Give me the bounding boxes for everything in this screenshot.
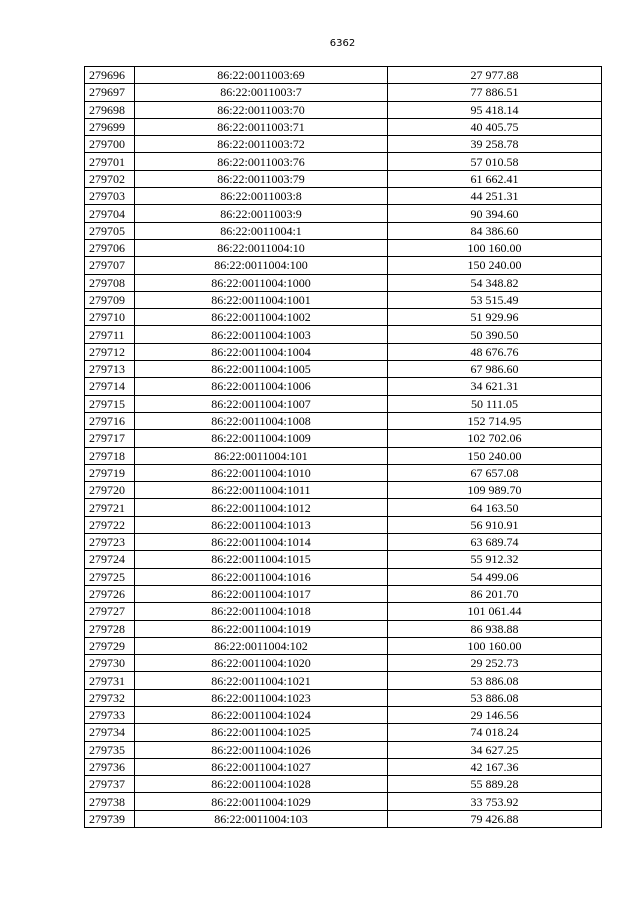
row-id-cell: 279717 — [85, 430, 135, 447]
row-id-cell: 279706 — [85, 239, 135, 256]
cadastral-number-cell: 86:22:0011003:69 — [135, 67, 388, 84]
table-row — [85, 257, 602, 274]
row-id-cell: 279720 — [85, 482, 135, 499]
row-id-cell: 279711 — [85, 326, 135, 343]
cadastral-number-cell: 86:22:0011004:10 — [135, 239, 388, 256]
cadastral-value-cell: 57 010.58 — [388, 153, 602, 170]
table-row — [85, 343, 602, 360]
row-id-cell: 279728 — [85, 620, 135, 637]
table-row — [85, 447, 602, 464]
table-row — [85, 655, 602, 672]
table-row — [85, 326, 602, 343]
row-id-cell: 279714 — [85, 378, 135, 395]
cadastral-value-cell: 67 657.08 — [388, 464, 602, 481]
table-row — [85, 222, 602, 239]
cadastral-number-cell: 86:22:0011003:71 — [135, 118, 388, 135]
row-id-cell: 279730 — [85, 655, 135, 672]
page-number: 6362 — [329, 38, 356, 49]
cadastral-number-cell: 86:22:0011004:1015 — [135, 551, 388, 568]
table-row — [85, 672, 602, 689]
cadastral-number-cell: 86:22:0011004:1 — [135, 222, 388, 239]
row-id-cell: 279729 — [85, 637, 135, 654]
table-row — [85, 776, 602, 793]
cadastral-number-cell: 86:22:0011004:1003 — [135, 326, 388, 343]
cadastral-number-cell: 86:22:0011004:1023 — [135, 689, 388, 706]
table-row — [85, 361, 602, 378]
row-id-cell: 279723 — [85, 534, 135, 551]
row-id-cell: 279718 — [85, 447, 135, 464]
cadastral-value-cell: 74 018.24 — [388, 724, 602, 741]
cadastral-value-cell: 29 146.56 — [388, 706, 602, 723]
table-row — [85, 499, 602, 516]
table-row — [85, 170, 602, 187]
cadastral-value-cell: 101 061.44 — [388, 603, 602, 620]
cadastral-number-cell: 86:22:0011004:1010 — [135, 464, 388, 481]
table-row — [85, 758, 602, 775]
row-id-cell: 279697 — [85, 84, 135, 101]
row-id-cell: 279705 — [85, 222, 135, 239]
cadastral-number-cell: 86:22:0011004:1011 — [135, 482, 388, 499]
cadastral-value-cell: 109 989.70 — [388, 482, 602, 499]
cadastral-number-cell: 86:22:0011004:1009 — [135, 430, 388, 447]
cadastral-value-cell: 150 240.00 — [388, 257, 602, 274]
row-id-cell: 279735 — [85, 741, 135, 758]
cadastral-value-cell: 100 160.00 — [388, 239, 602, 256]
table-row — [85, 101, 602, 118]
cadastral-value-cell: 48 676.76 — [388, 343, 602, 360]
cadastral-number-cell: 86:22:0011004:101 — [135, 447, 388, 464]
row-id-cell: 279701 — [85, 153, 135, 170]
cadastral-number-cell: 86:22:0011003:76 — [135, 153, 388, 170]
cadastral-value-cell: 95 418.14 — [388, 101, 602, 118]
cadastral-number-cell: 86:22:0011004:1012 — [135, 499, 388, 516]
cadastral-number-cell: 86:22:0011003:7 — [135, 84, 388, 101]
cadastral-number-cell: 86:22:0011004:1028 — [135, 776, 388, 793]
row-id-cell: 279704 — [85, 205, 135, 222]
table-body — [85, 67, 602, 828]
row-id-cell: 279707 — [85, 257, 135, 274]
table-row — [85, 585, 602, 602]
table-row — [85, 309, 602, 326]
row-id-cell: 279712 — [85, 343, 135, 360]
row-id-cell: 279736 — [85, 758, 135, 775]
row-id-cell: 279731 — [85, 672, 135, 689]
table-row — [85, 205, 602, 222]
row-id-cell: 279733 — [85, 706, 135, 723]
table-row — [85, 793, 602, 810]
row-id-cell: 279709 — [85, 291, 135, 308]
cadastral-number-cell: 86:22:0011003:8 — [135, 188, 388, 205]
cadastral-value-cell: 86 201.70 — [388, 585, 602, 602]
cadastral-number-cell: 86:22:0011004:1008 — [135, 412, 388, 429]
cadastral-value-cell: 53 886.08 — [388, 672, 602, 689]
cadastral-number-cell: 86:22:0011003:9 — [135, 205, 388, 222]
cadastral-value-cell: 63 689.74 — [388, 534, 602, 551]
table-row — [85, 291, 602, 308]
cadastral-number-cell: 86:22:0011004:1005 — [135, 361, 388, 378]
table-row — [85, 378, 602, 395]
cadastral-value-cell: 34 621.31 — [388, 378, 602, 395]
cadastral-number-cell: 86:22:0011004:1021 — [135, 672, 388, 689]
row-id-cell: 279703 — [85, 188, 135, 205]
table-row — [85, 724, 602, 741]
row-id-cell: 279732 — [85, 689, 135, 706]
cadastral-number-cell: 86:22:0011004:1004 — [135, 343, 388, 360]
cadastral-value-cell: 84 386.60 — [388, 222, 602, 239]
cadastral-value-cell: 55 912.32 — [388, 551, 602, 568]
cadastral-number-cell: 86:22:0011004:1029 — [135, 793, 388, 810]
table-row — [85, 603, 602, 620]
cadastral-value-cell: 50 111.05 — [388, 395, 602, 412]
cadastral-value-cell: 53 515.49 — [388, 291, 602, 308]
row-id-cell: 279710 — [85, 309, 135, 326]
cadastral-number-cell: 86:22:0011004:1019 — [135, 620, 388, 637]
row-id-cell: 279724 — [85, 551, 135, 568]
row-id-cell: 279698 — [85, 101, 135, 118]
row-id-cell: 279702 — [85, 170, 135, 187]
table-row — [85, 430, 602, 447]
cadastral-value-cell: 150 240.00 — [388, 447, 602, 464]
cadastral-value-cell: 67 986.60 — [388, 361, 602, 378]
cadastral-number-cell: 86:22:0011004:1014 — [135, 534, 388, 551]
cadastral-number-cell: 86:22:0011004:1027 — [135, 758, 388, 775]
row-id-cell: 279719 — [85, 464, 135, 481]
row-id-cell: 279715 — [85, 395, 135, 412]
cadastral-value-cell: 79 426.88 — [388, 810, 602, 827]
table-row — [85, 239, 602, 256]
cadastral-value-cell: 56 910.91 — [388, 516, 602, 533]
table-row — [85, 810, 602, 827]
cadastral-value-cell: 86 938.88 — [388, 620, 602, 637]
row-id-cell: 279708 — [85, 274, 135, 291]
cadastral-value-cell: 27 977.88 — [388, 67, 602, 84]
table-row — [85, 67, 602, 84]
cadastral-value-cell: 44 251.31 — [388, 188, 602, 205]
cadastral-value-cell: 54 499.06 — [388, 568, 602, 585]
cadastral-number-cell: 86:22:0011004:102 — [135, 637, 388, 654]
table-row — [85, 516, 602, 533]
table-row — [85, 741, 602, 758]
table-row — [85, 620, 602, 637]
row-id-cell: 279726 — [85, 585, 135, 602]
table-row — [85, 188, 602, 205]
cadastral-value-cell: 51 929.96 — [388, 309, 602, 326]
row-id-cell: 279716 — [85, 412, 135, 429]
cadastral-value-cell: 55 889.28 — [388, 776, 602, 793]
row-id-cell: 279738 — [85, 793, 135, 810]
table-row — [85, 706, 602, 723]
cadastral-number-cell: 86:22:0011004:103 — [135, 810, 388, 827]
cadastral-value-cell: 40 405.75 — [388, 118, 602, 135]
cadastral-value-cell: 39 258.78 — [388, 136, 602, 153]
table-row — [85, 153, 602, 170]
table-row — [85, 274, 602, 291]
cadastral-number-cell: 86:22:0011004:1018 — [135, 603, 388, 620]
cadastral-number-cell: 86:22:0011004:1024 — [135, 706, 388, 723]
row-id-cell: 279700 — [85, 136, 135, 153]
table-row — [85, 482, 602, 499]
table-row — [85, 136, 602, 153]
table-row — [85, 568, 602, 585]
row-id-cell: 279737 — [85, 776, 135, 793]
cadastral-value-cell: 29 252.73 — [388, 655, 602, 672]
cadastral-number-cell: 86:22:0011004:1020 — [135, 655, 388, 672]
table-row — [85, 464, 602, 481]
row-id-cell: 279696 — [85, 67, 135, 84]
row-id-cell: 279725 — [85, 568, 135, 585]
cadastral-value-cell: 34 627.25 — [388, 741, 602, 758]
table-row — [85, 395, 602, 412]
cadastral-number-cell: 86:22:0011004:1001 — [135, 291, 388, 308]
cadastral-number-cell: 86:22:0011004:1017 — [135, 585, 388, 602]
cadastral-number-cell: 86:22:0011004:1000 — [135, 274, 388, 291]
cadastral-value-table — [84, 66, 602, 828]
cadastral-number-cell: 86:22:0011004:1007 — [135, 395, 388, 412]
cadastral-value-cell: 77 886.51 — [388, 84, 602, 101]
cadastral-number-cell: 86:22:0011004:1016 — [135, 568, 388, 585]
cadastral-number-cell: 86:22:0011004:1002 — [135, 309, 388, 326]
row-id-cell: 279727 — [85, 603, 135, 620]
cadastral-number-cell: 86:22:0011004:1025 — [135, 724, 388, 741]
cadastral-value-cell: 64 163.50 — [388, 499, 602, 516]
cadastral-value-cell: 53 886.08 — [388, 689, 602, 706]
cadastral-value-cell: 33 753.92 — [388, 793, 602, 810]
cadastral-value-cell: 50 390.50 — [388, 326, 602, 343]
table-row — [85, 551, 602, 568]
table-row — [85, 118, 602, 135]
cadastral-value-cell: 102 702.06 — [388, 430, 602, 447]
table-row — [85, 412, 602, 429]
cadastral-value-cell: 54 348.82 — [388, 274, 602, 291]
cadastral-value-cell: 42 167.36 — [388, 758, 602, 775]
row-id-cell: 279739 — [85, 810, 135, 827]
table-row — [85, 534, 602, 551]
cadastral-number-cell: 86:22:0011004:1026 — [135, 741, 388, 758]
cadastral-number-cell: 86:22:0011004:1013 — [135, 516, 388, 533]
cadastral-number-cell: 86:22:0011004:100 — [135, 257, 388, 274]
row-id-cell: 279721 — [85, 499, 135, 516]
row-id-cell: 279713 — [85, 361, 135, 378]
row-id-cell: 279699 — [85, 118, 135, 135]
cadastral-number-cell: 86:22:0011003:70 — [135, 101, 388, 118]
row-id-cell: 279722 — [85, 516, 135, 533]
cadastral-number-cell: 86:22:0011004:1006 — [135, 378, 388, 395]
table-row — [85, 689, 602, 706]
cadastral-number-cell: 86:22:0011003:72 — [135, 136, 388, 153]
cadastral-number-cell: 86:22:0011003:79 — [135, 170, 388, 187]
table-row — [85, 637, 602, 654]
cadastral-value-cell: 152 714.95 — [388, 412, 602, 429]
cadastral-value-cell: 100 160.00 — [388, 637, 602, 654]
cadastral-value-cell: 90 394.60 — [388, 205, 602, 222]
row-id-cell: 279734 — [85, 724, 135, 741]
cadastral-value-cell: 61 662.41 — [388, 170, 602, 187]
table-row — [85, 84, 602, 101]
